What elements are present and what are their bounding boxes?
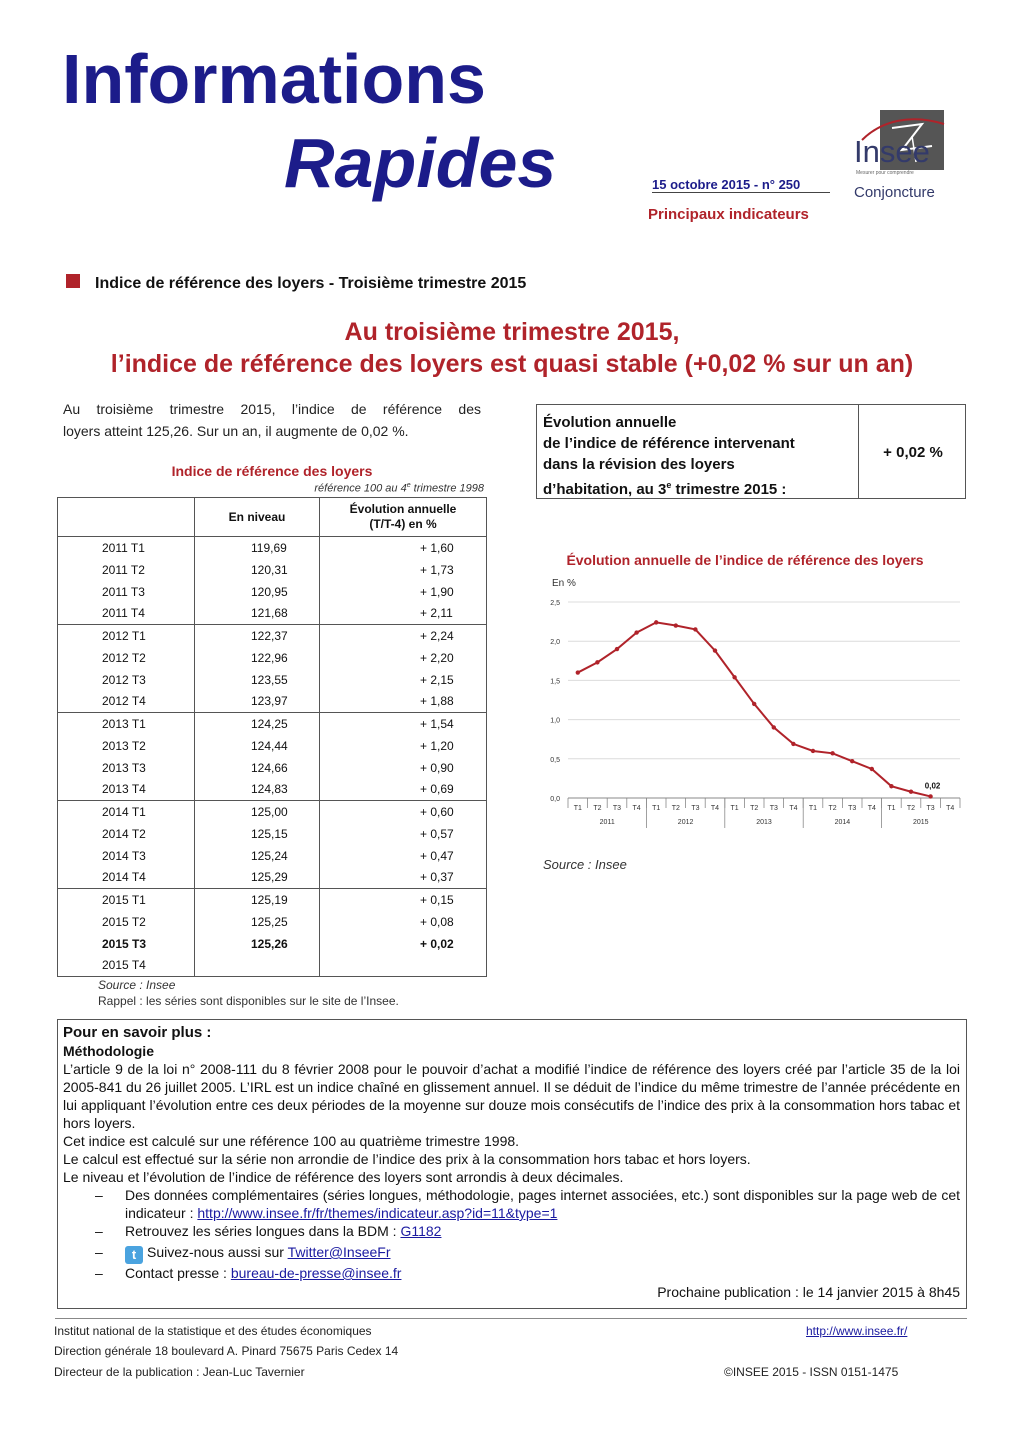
chart-x-tick-label: T4 [789, 805, 798, 812]
chart-year-label: 2011 [599, 819, 615, 826]
key-figure-value: + 0,02 % [883, 444, 943, 461]
chart-year-label: 2015 [913, 819, 929, 826]
table-cell-level: 124,44 [195, 735, 320, 757]
chart-y-tick-label: 0,5 [550, 756, 560, 764]
table-row [58, 691, 487, 713]
chart-data-point [889, 784, 893, 788]
chart-x-tick-label: T1 [887, 805, 896, 812]
masthead-title-rapides: Rapides [284, 124, 557, 202]
section-title: Indice de référence des loyers - Troisième trimestre 2015 [95, 275, 527, 292]
chart-data-point [713, 648, 717, 652]
table-cell-evolution: + 0,60 [320, 801, 487, 823]
chart-x-tick-label: T4 [867, 805, 876, 812]
issue-date: 15 octobre 2015 - n° 250 [652, 177, 801, 192]
footer-issn: ©INSEE 2015 - ISSN 0151-1475 [724, 1365, 899, 1379]
info-para-2: Cet indice est calculé sur une référence 100 au quatrième trimestre 1998. [63, 1133, 520, 1149]
table-cell-level: 119,69 [195, 537, 320, 559]
chart-series-line [578, 622, 931, 796]
table-source: Source : Insee [98, 978, 176, 992]
chart-data-point [850, 759, 854, 763]
chart-data-point [576, 670, 580, 674]
chart-year-label: 2014 [834, 819, 851, 826]
chart-y-tick-label: 0,0 [550, 796, 560, 803]
chart-year-label: 2012 [677, 819, 694, 826]
table-cell-level: 124,83 [195, 779, 320, 801]
headline-line2: l’indice de référence des loyers est quasi stable (+0,02 % sur un an) [110, 350, 914, 378]
table-cell-level: 125,25 [195, 911, 320, 933]
key-figure-label-line4: d’habitation, au 3e trimestre 2015 : [543, 480, 787, 498]
chart-x-tick-label: T1 [730, 805, 739, 812]
table-cell-period: 2011 T3 [58, 581, 195, 603]
info-content [63, 1024, 960, 1282]
table-cell-evolution: + 2,15 [320, 669, 487, 691]
table-cell-period: 2014 T1 [58, 801, 195, 823]
table-cell-level: 122,96 [195, 647, 320, 669]
chart-y-tick-label: 1,5 [550, 678, 560, 686]
headline [40, 316, 984, 380]
press-contact-link[interactable]: bureau-de-presse@insee.fr [230, 1265, 402, 1281]
table-cell-period: 2015 T4 [58, 955, 195, 977]
chart-data-point [595, 660, 599, 664]
table-row [58, 801, 487, 823]
chart-x-tick-label: T2 [828, 805, 837, 812]
chart-data-point [693, 627, 697, 631]
chart-x-tick-label: T2 [671, 805, 680, 812]
table-cell-evolution: + 0,02 [320, 933, 487, 955]
table-subtitle: référence 100 au 4e trimestre 1998 [314, 482, 484, 495]
info-heading: Pour en savoir plus : [63, 1024, 212, 1041]
table-cell-evolution: + 2,20 [320, 647, 487, 669]
table-cell-evolution: + 2,11 [320, 603, 487, 625]
table-header-row [58, 498, 487, 537]
chart-x-tick-label: T4 [710, 805, 720, 812]
table-cell-period: 2011 T4 [58, 603, 195, 625]
key-figure-separator [858, 404, 859, 499]
table-cell-period: 2015 T1 [58, 889, 195, 911]
chart-title: Évolution annuelle de l’indice de référence des loyers [566, 552, 924, 568]
footer-rule [55, 1318, 967, 1319]
chart-data-point [830, 751, 834, 755]
table-header-period [58, 498, 195, 537]
info-bullet-twitter: – t Suivez-nous aussi sur Twitter@InseeFr [63, 1243, 960, 1264]
chart-data-point [752, 702, 756, 706]
chart-x-tick-label: T3 [848, 805, 857, 812]
table-cell-level: 125,15 [195, 823, 320, 845]
table-row [58, 779, 487, 801]
category-label: Principaux indicateurs [648, 206, 809, 223]
info-para-3: Le calcul est effectué sur la série non arrondie de l’indice des prix à la consommation hors tabac et hors loyers. [63, 1151, 751, 1167]
table-row [58, 933, 487, 955]
table-row [58, 537, 487, 559]
table-cell-period: 2015 T2 [58, 911, 195, 933]
info-subheading: Méthodologie [63, 1043, 154, 1059]
table-cell-evolution: + 1,60 [320, 537, 487, 559]
table-row [58, 867, 487, 889]
table-cell-level: 123,97 [195, 691, 320, 713]
chart-x-tick-label: T2 [593, 805, 602, 812]
table-cell-evolution [320, 955, 487, 977]
table-row [58, 559, 487, 581]
chart-data-point [674, 623, 678, 627]
table-row [58, 911, 487, 933]
chart-data-point [811, 749, 815, 753]
chart-data-point [870, 767, 874, 771]
chart-x-tick-label: T4 [632, 805, 641, 812]
chart-x-tick-label: T3 [926, 805, 935, 812]
table-row [58, 845, 487, 867]
chart-x-tick-label: T2 [750, 805, 759, 812]
table-rappel: Rappel : les séries sont disponibles sur le site de l’Insee. [98, 994, 399, 1008]
table-title: Indice de référence des loyers [171, 463, 373, 479]
insee-logo-word: Insee [854, 134, 930, 169]
irl-table [57, 497, 487, 977]
footer-director: Directeur de la publication : Jean-Luc Tavernier [54, 1365, 305, 1379]
info-bullet-data: – Des données complémentaires (séries longues, méthodologie, pages internet associées, etc.) sont disponibles sur la page web de cet indicateur : http://www.insee.fr/fr/themes/indicateur.asp?id=11&type=1 [63, 1186, 960, 1222]
table-cell-evolution: + 0,08 [320, 911, 487, 933]
table-cell-level: 125,29 [195, 867, 320, 889]
table-cell-evolution: + 0,47 [320, 845, 487, 867]
table-row [58, 647, 487, 669]
table-cell-period: 2014 T4 [58, 867, 195, 889]
table-cell-period: 2012 T2 [58, 647, 195, 669]
intro-line2: loyers atteint 125,26. Sur un an, il augmente de 0,02 %. [63, 423, 409, 439]
table-cell-level: 122,37 [195, 625, 320, 647]
chart-x-tick-label: T1 [573, 805, 582, 812]
chart-x-tick-label: T3 [769, 805, 778, 812]
table-cell-period: 2012 T1 [58, 625, 195, 647]
section-marker [66, 274, 80, 288]
chart-data-label: 0,02 [924, 781, 941, 791]
headline-line1: Au troisième trimestre 2015, [344, 318, 680, 346]
chart-data-point [928, 794, 932, 798]
info-bullet-bdm: – Retrouvez les séries longues dans la BDM : G1182 [63, 1222, 960, 1240]
table-row [58, 625, 487, 647]
chart-x-tick-label: T1 [808, 805, 818, 812]
table-cell-level: 125,26 [195, 933, 320, 955]
chart-x-tick-label: T1 [652, 805, 661, 812]
chart-data-point [654, 620, 658, 624]
table-cell-evolution: + 0,15 [320, 889, 487, 911]
table-cell-level: 124,66 [195, 757, 320, 779]
next-publication: Prochaine publication : le 14 janvier 2015 à 8h45 [657, 1284, 960, 1300]
table-cell-period: 2012 T4 [58, 691, 195, 713]
footer-org: Institut national de la statistique et des études économiques [54, 1324, 372, 1338]
table-cell-level: 120,95 [195, 581, 320, 603]
insee-logo-conjoncture: Conjoncture [854, 184, 935, 201]
table-row [58, 669, 487, 691]
info-para-4: Le niveau et l’évolution de l’indice de référence des loyers sont arrondis à deux décimales. [63, 1169, 624, 1185]
table-cell-evolution: + 1,54 [320, 713, 487, 735]
table-cell-period: 2014 T3 [58, 845, 195, 867]
table-row [58, 889, 487, 911]
chart-y-tick-label: 1,0 [550, 717, 560, 725]
bdm-link[interactable]: G1182 [400, 1223, 442, 1239]
table-cell-level: 125,19 [195, 889, 320, 911]
table-cell-period: 2011 T1 [58, 537, 195, 559]
chart-year-label: 2013 [756, 819, 772, 826]
header-rule [652, 192, 830, 193]
intro-paragraph [63, 398, 481, 442]
chart-y-axis-label: En % [552, 578, 576, 589]
table-row [58, 581, 487, 603]
insee-logo-tagline: Mesurer pour comprendre [856, 170, 914, 176]
table-cell-level: 120,31 [195, 559, 320, 581]
key-figure-label: Évolution annuelle de l’indice de référence intervenant dans la révision des loyers d’habitation, au 3e trimestre 2015 : [543, 412, 843, 500]
table-cell-period: 2013 T3 [58, 757, 195, 779]
chart-y-tick-label: 2,0 [550, 639, 560, 647]
table-cell-evolution: + 0,57 [320, 823, 487, 845]
twitter-icon: t [125, 1246, 143, 1264]
info-bullet-contact: – Contact presse : bureau-de-presse@insee.fr [63, 1264, 960, 1282]
table-cell-period: 2013 T1 [58, 713, 195, 735]
chart-x-tick-label: T2 [906, 805, 916, 812]
chart-x-tick-label: T3 [612, 805, 622, 812]
evolution-line-chart [530, 570, 970, 840]
table-cell-level: 121,68 [195, 603, 320, 625]
table-cell-period: 2014 T2 [58, 823, 195, 845]
chart-source: Source : Insee [543, 857, 627, 872]
table-cell-level: 124,25 [195, 713, 320, 735]
table-row [58, 757, 487, 779]
footer-url-link[interactable]: http://www.insee.fr/ [806, 1324, 908, 1338]
masthead-title-informations: Informations [62, 40, 486, 118]
table-cell-level [195, 955, 320, 977]
table-cell-evolution: + 1,73 [320, 559, 487, 581]
info-para-1: L’article 9 de la loi n° 2008-111 du 8 février 2008 pour le pouvoir d’achat a modifié l’indice de référence des loyers créé par l’article 35 de la loi 2005-841 du 26 juillet 2005. L’IRL est un indice chaîné en glissement annuel. Il se déduit de l’indice du même trimestre de l’année précédente en lui appliquant l’évolution entre ces deux périodes de la moyenne sur douze mois consécutifs de l’indice des prix à la consommation hors tabac et hors loyers. [63, 1061, 960, 1131]
table-row [58, 955, 487, 977]
table-cell-evolution: + 1,88 [320, 691, 487, 713]
table-cell-level: 125,00 [195, 801, 320, 823]
indicator-page-link[interactable]: http://www.insee.fr/fr/themes/indicateur.asp?id=11&type=1 [197, 1205, 558, 1221]
table-cell-evolution: + 0,69 [320, 779, 487, 801]
chart-data-point [791, 742, 795, 746]
chart-data-point [732, 675, 736, 679]
table-cell-evolution: + 0,90 [320, 757, 487, 779]
table-cell-level: 123,55 [195, 669, 320, 691]
chart-x-tick-label: T3 [691, 805, 700, 812]
table-cell-period: 2012 T3 [58, 669, 195, 691]
table-row [58, 713, 487, 735]
chart-data-point [615, 647, 619, 651]
table-cell-period: 2015 T3 [58, 933, 195, 955]
table-cell-period: 2013 T4 [58, 779, 195, 801]
chart-x-tick-label: T4 [946, 805, 955, 812]
chart-data-point [634, 630, 638, 634]
table-cell-evolution: + 2,24 [320, 625, 487, 647]
table-header-niveau: En niveau [195, 498, 320, 537]
twitter-link[interactable]: Twitter@InseeFr [287, 1244, 391, 1260]
table-cell-period: 2013 T2 [58, 735, 195, 757]
table-header-evolution: Évolution annuelle (T/T-4) en % [320, 498, 487, 537]
table-cell-evolution: + 1,90 [320, 581, 487, 603]
chart-data-point [772, 725, 776, 729]
table-cell-evolution: + 0,37 [320, 867, 487, 889]
footer-address: Direction générale 18 boulevard A. Pinard 75675 Paris Cedex 14 [54, 1344, 399, 1358]
intro-line1: Au troisième trimestre 2015, l’indice de référence des [63, 401, 481, 417]
table-row [58, 735, 487, 757]
table-cell-level: 125,24 [195, 845, 320, 867]
table-row [58, 823, 487, 845]
table-row [58, 603, 487, 625]
info-links-list [63, 1186, 960, 1282]
chart-y-tick-label: 2,5 [550, 600, 560, 607]
table-cell-evolution: + 1,20 [320, 735, 487, 757]
chart-data-point [909, 790, 913, 794]
table-cell-period: 2011 T2 [58, 559, 195, 581]
